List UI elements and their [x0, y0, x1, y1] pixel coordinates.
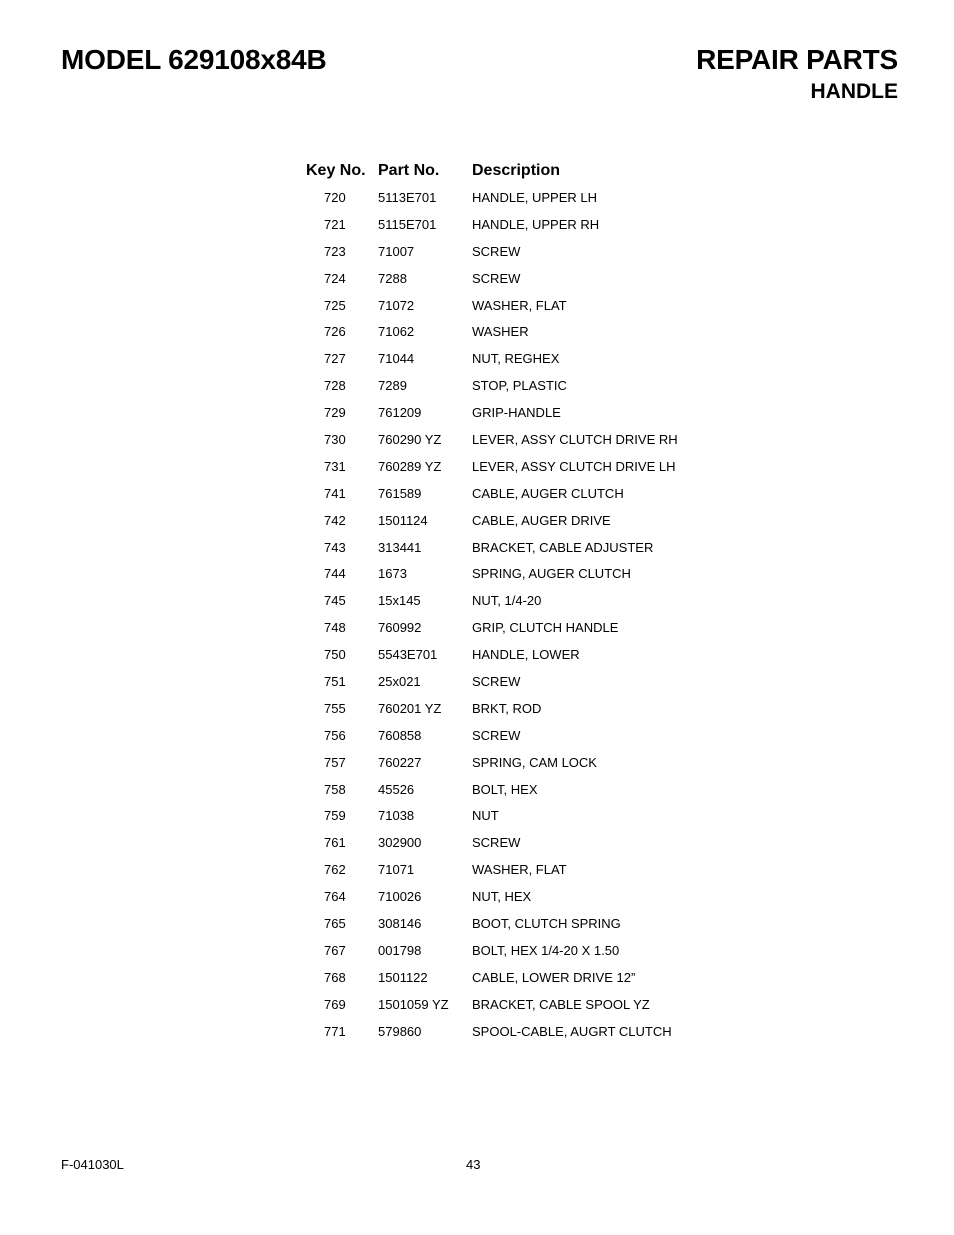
key-no-cell: 761 — [324, 835, 346, 851]
table-row — [304, 265, 712, 292]
key-no-cell: 764 — [324, 889, 346, 905]
description-cell: WASHER — [472, 324, 529, 340]
part-no-cell: 761209 — [378, 405, 422, 421]
table-row — [304, 964, 712, 991]
column-header-part-no: Part No. — [378, 162, 440, 179]
key-no-cell: 769 — [324, 996, 346, 1012]
description-cell: NUT, 1/4-20 — [472, 593, 542, 609]
table-row — [304, 829, 712, 856]
table-row — [304, 856, 712, 883]
part-no-cell: 71072 — [378, 297, 415, 313]
part-no-cell: 7289 — [378, 378, 407, 394]
description-cell: SCREW — [472, 673, 521, 689]
table-row — [304, 587, 712, 614]
table-row — [304, 184, 712, 211]
table-row — [304, 426, 712, 453]
part-no-cell: 71062 — [378, 324, 415, 340]
part-no-cell: 710026 — [378, 889, 422, 905]
table-row — [304, 238, 712, 265]
part-no-cell: 7288 — [378, 270, 407, 286]
table-row — [304, 534, 712, 561]
key-no-cell: 723 — [324, 243, 346, 259]
description-cell: GRIP-HANDLE — [472, 405, 561, 421]
key-no-cell: 726 — [324, 324, 346, 340]
key-no-cell: 759 — [324, 808, 346, 824]
table-row — [304, 480, 712, 507]
description-cell: CABLE, AUGER CLUTCH — [472, 485, 624, 501]
key-no-cell: 762 — [324, 862, 346, 878]
table-row — [304, 345, 712, 372]
section-title: REPAIR PARTS — [696, 44, 898, 75]
table-row — [304, 507, 712, 534]
key-no-cell: 750 — [324, 647, 346, 663]
part-no-cell: 71007 — [378, 243, 415, 259]
description-cell: NUT — [472, 808, 499, 824]
description-cell: BOLT, HEX — [472, 781, 538, 797]
part-no-cell: 761589 — [378, 485, 422, 501]
part-no-cell: 313441 — [378, 539, 422, 555]
description-cell: STOP, PLASTIC — [472, 378, 567, 394]
parts-table — [304, 158, 712, 1045]
table-row — [304, 453, 712, 480]
part-no-cell: 71044 — [378, 351, 415, 367]
part-no-cell: 71038 — [378, 808, 415, 824]
key-no-cell: 730 — [324, 431, 346, 447]
part-no-cell: 5543E701 — [378, 647, 438, 663]
table-row — [304, 937, 712, 964]
part-no-cell: 1501122 — [378, 969, 428, 985]
part-no-cell: 5113E701 — [378, 189, 437, 205]
key-no-cell: 729 — [324, 405, 346, 421]
key-no-cell: 745 — [324, 593, 346, 609]
table-row — [304, 399, 712, 426]
part-no-cell: 760858 — [378, 727, 422, 743]
table-row — [304, 695, 712, 722]
description-cell: SPRING, AUGER CLUTCH — [472, 566, 631, 582]
key-no-cell: 768 — [324, 969, 346, 985]
description-cell: NUT, HEX — [472, 889, 532, 905]
key-no-cell: 741 — [324, 485, 346, 501]
part-no-cell: 760290 YZ — [378, 431, 442, 447]
description-cell: HANDLE, LOWER — [472, 647, 580, 663]
description-cell: LEVER, ASSY CLUTCH DRIVE LH — [472, 458, 676, 474]
header-row — [304, 158, 712, 184]
table-row — [304, 802, 712, 829]
description-cell: GRIP, CLUTCH HANDLE — [472, 620, 619, 636]
model-title: MODEL 629108x84B — [61, 44, 327, 75]
description-cell: SCREW — [472, 270, 521, 286]
description-cell: CABLE, LOWER DRIVE 12” — [472, 969, 636, 985]
description-cell: WASHER, FLAT — [472, 297, 567, 313]
table-row — [304, 722, 712, 749]
part-no-cell: 001798 — [378, 942, 422, 958]
part-no-cell: 760201 YZ — [378, 700, 442, 716]
description-cell: BRACKET, CABLE SPOOL YZ — [472, 996, 650, 1012]
part-no-cell: 1501059 YZ — [378, 996, 449, 1012]
table-row — [304, 292, 712, 319]
part-no-cell: 760227 — [378, 754, 422, 770]
key-no-cell: 721 — [324, 216, 346, 232]
table-row — [304, 318, 712, 345]
document-code: F-041030L — [61, 1157, 124, 1172]
key-no-cell: 765 — [324, 915, 346, 931]
table-row — [304, 372, 712, 399]
subsection-title: HANDLE — [810, 80, 898, 103]
key-no-cell: 724 — [324, 270, 346, 286]
description-cell: BRKT, ROD — [472, 700, 542, 716]
key-no-cell: 751 — [324, 673, 346, 689]
part-no-cell: 579860 — [378, 1023, 422, 1039]
description-cell: NUT, REGHEX — [472, 351, 560, 367]
column-header-key-no: Key No. — [306, 162, 366, 179]
part-no-cell: 308146 — [378, 915, 422, 931]
part-no-cell: 71071 — [378, 862, 415, 878]
table-row — [304, 776, 712, 803]
key-no-cell: 748 — [324, 620, 346, 636]
key-no-cell: 720 — [324, 189, 346, 205]
part-no-cell: 1501124 — [378, 512, 428, 528]
table-row — [304, 614, 712, 641]
key-no-cell: 755 — [324, 700, 346, 716]
key-no-cell: 725 — [324, 297, 346, 313]
key-no-cell: 731 — [324, 458, 346, 474]
description-cell: HANDLE, UPPER RH — [472, 216, 600, 232]
part-no-cell: 5115E701 — [378, 216, 437, 232]
part-no-cell: 15x145 — [378, 593, 421, 609]
part-no-cell: 25x021 — [378, 673, 421, 689]
table-row — [304, 668, 712, 695]
description-cell: SCREW — [472, 727, 521, 743]
description-cell: BOOT, CLUTCH SPRING — [472, 915, 621, 931]
key-no-cell: 728 — [324, 378, 346, 394]
table-row — [304, 211, 712, 238]
description-cell: SPOOL-CABLE, AUGRT CLUTCH — [472, 1023, 672, 1039]
table-row — [304, 749, 712, 776]
part-no-cell: 45526 — [378, 781, 415, 797]
table-row — [304, 883, 712, 910]
description-cell: CABLE, AUGER DRIVE — [472, 512, 611, 528]
description-cell: HANDLE, UPPER LH — [472, 189, 597, 205]
table-row — [304, 641, 712, 668]
table-row — [304, 991, 712, 1018]
part-no-cell: 302900 — [378, 835, 422, 851]
description-cell: SPRING, CAM LOCK — [472, 754, 597, 770]
description-cell: BOLT, HEX 1/4-20 X 1.50 — [472, 942, 620, 958]
key-no-cell: 742 — [324, 512, 346, 528]
key-no-cell: 756 — [324, 727, 346, 743]
key-no-cell: 743 — [324, 539, 346, 555]
key-no-cell: 757 — [324, 754, 346, 770]
parts-table-body — [304, 184, 712, 1045]
key-no-cell: 744 — [324, 566, 346, 582]
table-row — [304, 560, 712, 587]
description-cell: LEVER, ASSY CLUTCH DRIVE RH — [472, 431, 678, 447]
table-row — [304, 910, 712, 937]
description-cell: BRACKET, CABLE ADJUSTER — [472, 539, 654, 555]
key-no-cell: 771 — [324, 1023, 346, 1039]
parts-table-header — [304, 158, 712, 184]
description-cell: WASHER, FLAT — [472, 862, 567, 878]
key-no-cell: 767 — [324, 942, 346, 958]
table-row — [304, 1018, 712, 1045]
column-header-description: Description — [472, 162, 561, 179]
part-no-cell: 760992 — [378, 620, 422, 636]
page-number: 43 — [466, 1157, 481, 1172]
part-no-cell: 1673 — [378, 566, 407, 582]
description-cell: SCREW — [472, 835, 521, 851]
key-no-cell: 758 — [324, 781, 346, 797]
description-cell: SCREW — [472, 243, 521, 259]
part-no-cell: 760289 YZ — [378, 458, 442, 474]
key-no-cell: 727 — [324, 351, 346, 367]
